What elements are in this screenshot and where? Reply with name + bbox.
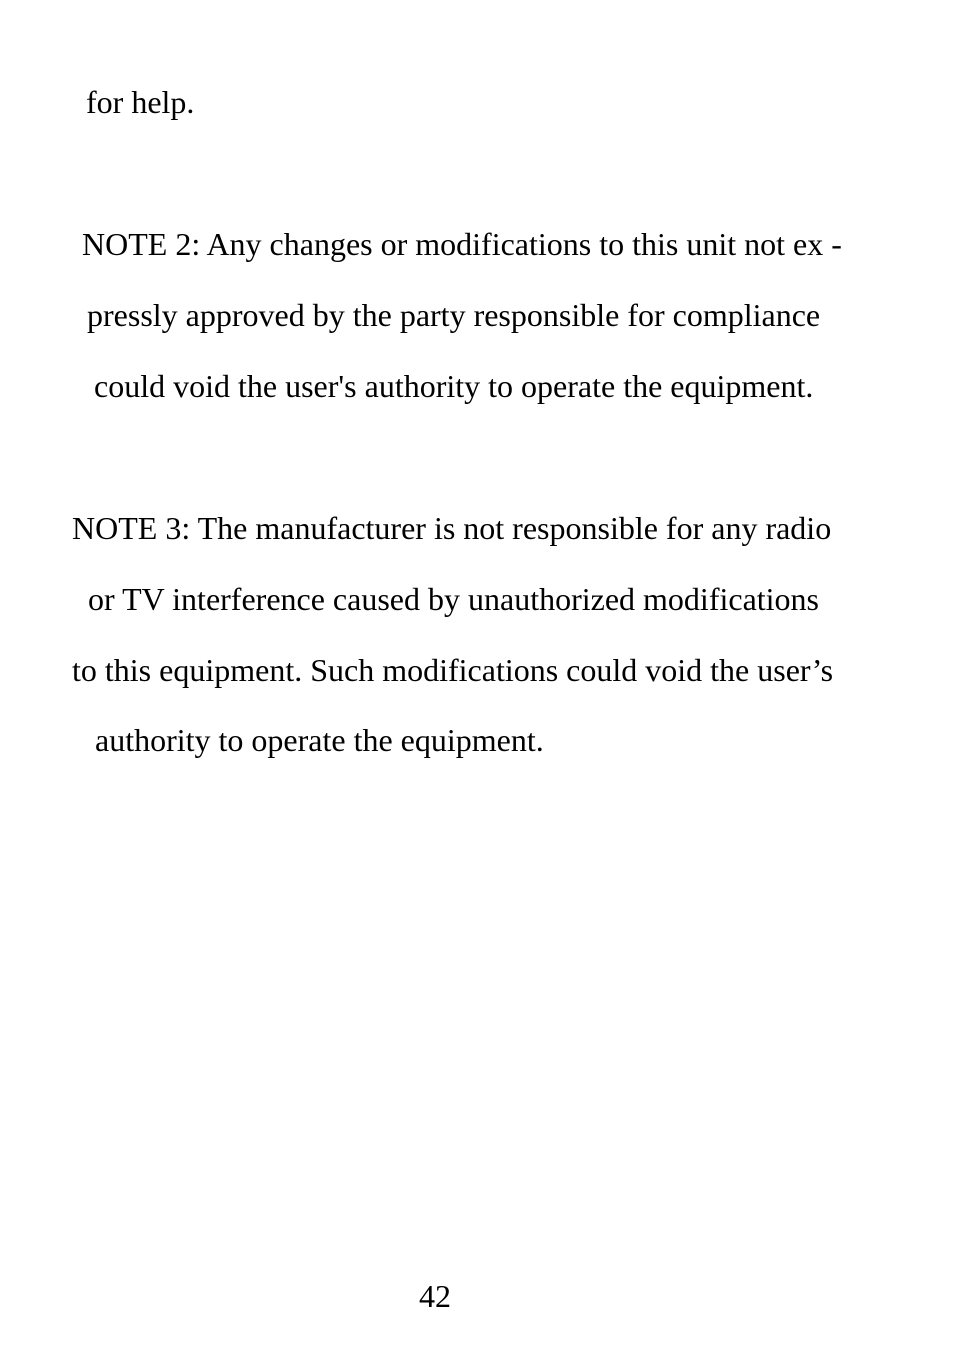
text-line: for help. (86, 84, 195, 120)
page-number: 42 (419, 1278, 451, 1314)
text-line: could void the user's authority to operate the equipment. (94, 368, 814, 404)
text-line: pressly approved by the party responsible for compliance (87, 297, 821, 333)
text-line: NOTE 3: The manufacturer is not responsible for any radio (72, 510, 832, 546)
text-line: authority to operate the equipment. (95, 722, 544, 758)
text-line: to this equipment. Such modifications could void the user’s (72, 652, 834, 688)
text-line: or TV interference caused by unauthorized modifications (88, 581, 819, 617)
text-line: NOTE 2: Any changes or modifications to this unit not ex - (82, 226, 842, 262)
